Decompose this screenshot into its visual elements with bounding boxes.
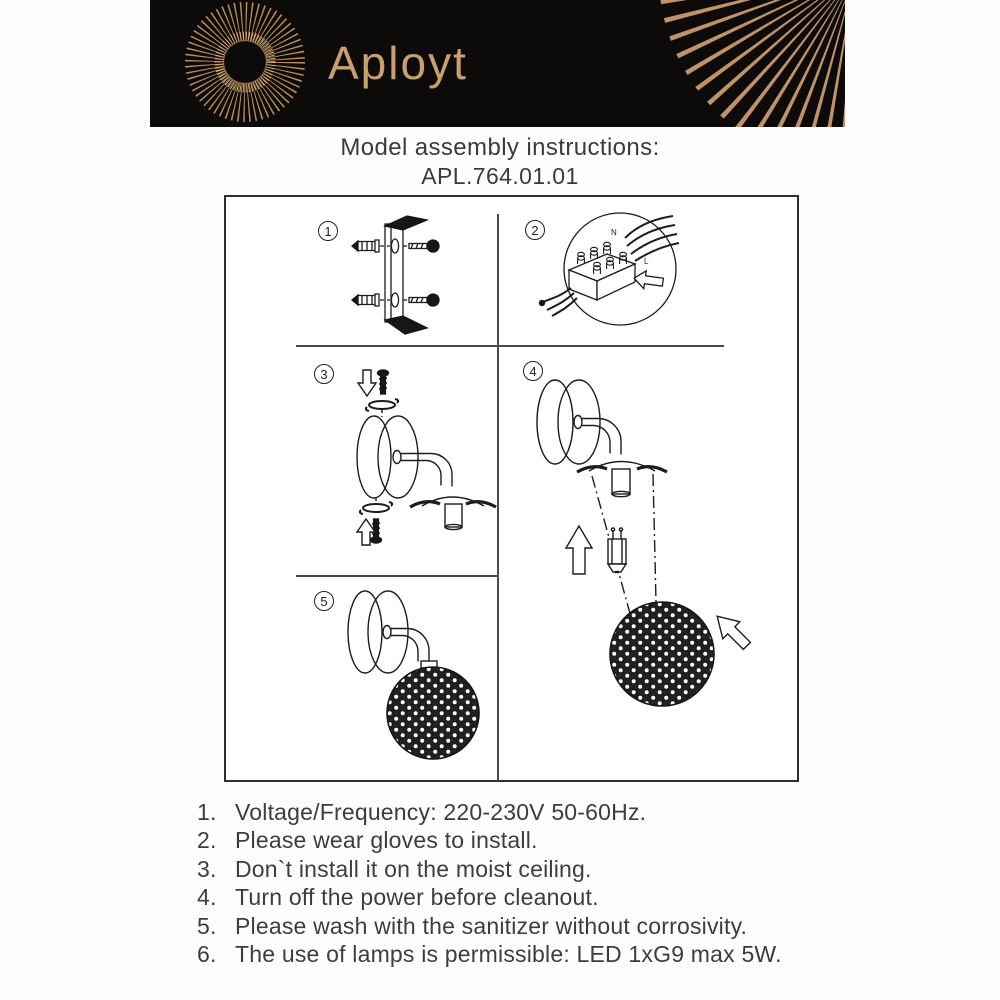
step-3-number: 3 xyxy=(320,366,328,382)
wall-anchor-icon xyxy=(352,294,390,306)
washer-icon xyxy=(360,502,392,514)
note-text: Please wear gloves to install. xyxy=(235,827,538,854)
note-text: Voltage/Frequency: 220-230V 50-60Hz. xyxy=(235,799,647,825)
attach-arrow-icon xyxy=(709,608,756,655)
terminal-block-icon xyxy=(569,242,635,300)
note-text: Please wash with the sanitizer without corrosivity. xyxy=(235,912,748,939)
bulb-installation-diagram xyxy=(507,354,795,779)
note-item xyxy=(197,827,877,855)
fixture-wires-icon xyxy=(539,288,577,316)
note-text: The use of lamps is permissible: LED 1xG9 max 5W. xyxy=(235,940,782,967)
wire-label-neutral: N xyxy=(611,228,617,237)
step-2-number: 2 xyxy=(531,222,539,238)
screw-icon xyxy=(378,370,389,394)
step-5-number: 5 xyxy=(320,593,328,609)
notes-list xyxy=(197,799,877,969)
step-4-number: 4 xyxy=(529,363,537,379)
brand-banner xyxy=(150,0,845,127)
note-number: 5. xyxy=(197,912,217,939)
note-item xyxy=(197,884,877,912)
note-text: Turn off the power before cleanout. xyxy=(235,884,599,911)
note-number: 1. xyxy=(197,799,217,825)
note-item xyxy=(197,856,877,884)
step-1-number: 1 xyxy=(324,223,332,239)
step-1-badge xyxy=(318,221,338,241)
note-item xyxy=(197,913,877,941)
shade-holder-icon xyxy=(410,497,496,530)
crystal-globe-icon xyxy=(387,667,479,759)
assembly-diagram xyxy=(224,195,799,782)
model-number: APL.764.01.01 xyxy=(421,163,579,189)
brand-wordmark: Aployt xyxy=(328,37,468,89)
note-number: 3. xyxy=(197,855,217,882)
screw-icon xyxy=(403,240,439,252)
down-arrow-icon xyxy=(358,370,376,396)
screw-icon xyxy=(403,294,439,306)
note-number: 4. xyxy=(197,884,217,911)
note-number: 6. xyxy=(197,940,217,967)
note-item xyxy=(197,799,877,827)
sunburst-logo xyxy=(204,21,286,103)
bracket-diagram xyxy=(347,214,469,339)
canopy-assembly-diagram xyxy=(302,354,498,576)
note-number: 2. xyxy=(197,827,217,854)
g9-bulb-icon xyxy=(608,528,626,572)
note-text: Don`t install it on the moist ceiling. xyxy=(235,855,592,882)
assembled-lamp-diagram xyxy=(302,584,498,784)
wire-label-live: L xyxy=(644,257,649,266)
page-title: Model assembly instructions: xyxy=(340,134,660,161)
note-item xyxy=(197,941,877,969)
insert-arrow-icon xyxy=(633,269,664,291)
wall-anchor-icon xyxy=(352,240,390,252)
washer-icon xyxy=(366,399,398,411)
corner-rays-icon xyxy=(756,0,845,72)
up-arrow-icon xyxy=(566,526,592,574)
horizontal-divider-1 xyxy=(296,345,724,347)
wiring-diagram xyxy=(507,202,797,342)
crystal-globe-icon xyxy=(610,602,714,706)
